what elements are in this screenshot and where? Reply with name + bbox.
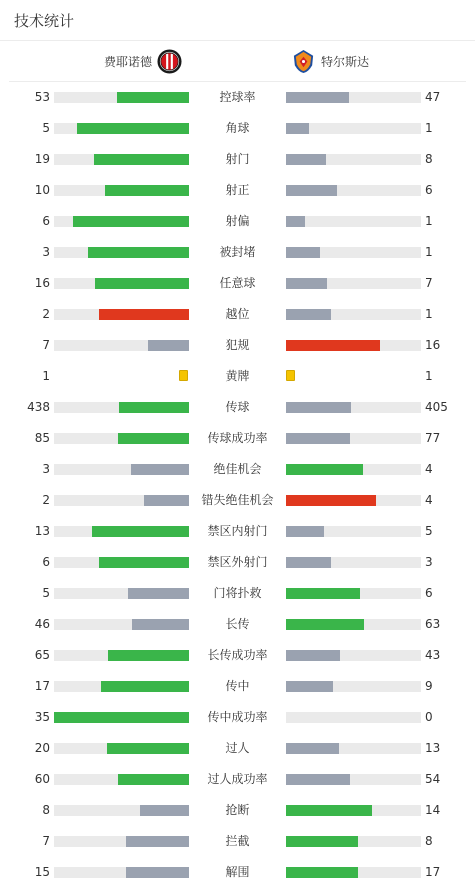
away-stat-bar-fill — [286, 495, 376, 506]
away-stat-bar — [286, 247, 421, 258]
away-stat-bar-fill — [286, 123, 309, 134]
home-stat-bar-fill — [95, 278, 189, 289]
away-stat-bar-fill — [286, 185, 337, 196]
home-stat-value: 6 — [42, 555, 50, 569]
away-stat-bar — [286, 526, 421, 537]
stat-label: 传中成功率 — [207, 710, 268, 724]
away-stat-value: 1 — [425, 121, 433, 135]
away-stat-bar — [286, 464, 421, 475]
away-stat-bar — [286, 123, 421, 134]
section-header — [0, 0, 475, 41]
stat-label: 被封堵 — [219, 245, 256, 259]
away-stat-bar-fill — [286, 681, 333, 692]
home-stat-bar-fill — [148, 340, 189, 351]
away-stat-bar — [286, 743, 421, 754]
away-stat-bar — [286, 588, 421, 599]
home-stat-value: 46 — [34, 617, 50, 631]
home-stat-bar — [54, 774, 189, 785]
stat-row — [0, 702, 475, 733]
away-stat-value: 4 — [425, 462, 433, 476]
stat-row — [0, 609, 475, 640]
home-stat-bar — [54, 433, 189, 444]
away-stat-bar — [286, 836, 421, 847]
away-stat-bar-fill — [286, 402, 351, 413]
away-stat-value: 47 — [425, 90, 441, 104]
stat-label: 禁区外射门 — [207, 555, 268, 569]
away-stat-bar — [286, 340, 421, 351]
home-stat-value: 85 — [34, 431, 50, 445]
stat-label: 抢断 — [225, 803, 250, 817]
stat-label: 控球率 — [219, 90, 256, 104]
away-stat-value: 16 — [425, 338, 441, 352]
away-stat-value: 14 — [425, 803, 441, 817]
away-stat-bar — [286, 433, 421, 444]
home-stat-bar — [54, 340, 189, 351]
away-stat-bar-fill — [286, 340, 380, 351]
home-stat-bar — [54, 836, 189, 847]
away-stat-bar — [286, 774, 421, 785]
home-team[interactable] — [104, 49, 182, 74]
home-stat-bar — [54, 526, 189, 537]
away-stat-value: 5 — [425, 524, 433, 538]
away-stat-bar — [286, 278, 421, 289]
stat-row — [0, 144, 475, 175]
away-stat-bar — [286, 681, 421, 692]
away-stat-value: 17 — [425, 865, 441, 879]
teams-header — [9, 41, 466, 82]
home-stat-bar — [54, 495, 189, 506]
stat-label: 射正 — [225, 183, 250, 197]
home-stat-bar — [54, 216, 189, 227]
home-stat-bar-fill — [99, 557, 189, 568]
yellow-card-icon — [179, 370, 188, 381]
home-stat-value: 5 — [42, 121, 50, 135]
away-stat-value: 405 — [425, 400, 448, 414]
stat-row — [0, 299, 475, 330]
home-stat-bar-fill — [99, 309, 189, 320]
home-stat-bar — [54, 247, 189, 258]
stat-label: 绝佳机会 — [213, 462, 262, 476]
stat-label: 越位 — [225, 307, 250, 321]
away-stat-value: 13 — [425, 741, 441, 755]
away-stat-bar — [286, 557, 421, 568]
stat-row — [0, 547, 475, 578]
stat-label: 传球 — [225, 400, 250, 414]
stat-label: 门将扑救 — [213, 586, 262, 600]
stat-label: 射门 — [225, 152, 250, 166]
home-stat-bar-fill — [101, 681, 189, 692]
stat-row — [0, 237, 475, 268]
home-stat-bar-fill — [107, 743, 189, 754]
home-stat-value: 15 — [34, 865, 50, 879]
away-stat-bar-fill — [286, 619, 364, 630]
home-stat-value: 3 — [42, 245, 50, 259]
away-stat-value: 1 — [425, 369, 433, 383]
stat-row — [0, 206, 475, 237]
away-stat-bar-fill — [286, 216, 305, 227]
home-stat-bar — [54, 464, 189, 475]
home-stat-bar — [54, 743, 189, 754]
home-stat-value: 65 — [34, 648, 50, 662]
away-stat-bar — [286, 712, 421, 723]
away-stat-bar-fill — [286, 278, 327, 289]
home-stat-value: 13 — [34, 524, 50, 538]
home-stat-bar — [54, 588, 189, 599]
stat-row — [0, 640, 475, 671]
away-stat-value: 1 — [425, 307, 433, 321]
stat-label: 长传成功率 — [207, 648, 268, 662]
away-stat-bar — [286, 154, 421, 165]
home-stat-bar-fill — [126, 867, 189, 878]
away-stat-bar-fill — [286, 805, 372, 816]
home-stat-bar — [54, 712, 189, 723]
home-stat-value: 16 — [34, 276, 50, 290]
home-stat-bar-fill — [105, 185, 189, 196]
stat-row — [0, 671, 475, 702]
home-stat-bar-fill — [117, 92, 189, 103]
home-stat-bar-fill — [140, 805, 189, 816]
stat-row — [0, 764, 475, 795]
home-stat-bar-fill — [126, 836, 189, 847]
away-team[interactable] — [291, 49, 369, 74]
stat-label: 传中 — [225, 679, 250, 693]
stat-row — [0, 485, 475, 516]
stat-row — [0, 454, 475, 485]
home-stat-bar-fill — [118, 433, 189, 444]
away-stat-bar — [286, 619, 421, 630]
away-stat-bar-fill — [286, 867, 358, 878]
away-stat-value: 1 — [425, 214, 433, 228]
stat-row — [0, 826, 475, 857]
away-stat-bar-fill — [286, 836, 358, 847]
stat-label: 解围 — [225, 865, 250, 879]
away-stat-value: 0 — [425, 710, 433, 724]
stat-row — [0, 857, 475, 888]
home-stat-value: 60 — [34, 772, 50, 786]
away-stat-value: 8 — [425, 834, 433, 848]
stat-row — [0, 578, 475, 609]
away-stat-bar-fill — [286, 650, 340, 661]
stat-row — [0, 795, 475, 826]
feyenoord-logo-icon — [157, 49, 182, 74]
stat-label: 角球 — [225, 121, 250, 135]
home-stat-bar — [54, 154, 189, 165]
home-stat-value: 1 — [42, 369, 50, 383]
stat-row — [0, 361, 475, 392]
away-stat-value: 6 — [425, 183, 433, 197]
home-stat-value: 5 — [42, 586, 50, 600]
home-stat-bar-fill — [119, 402, 189, 413]
away-stat-value: 3 — [425, 555, 433, 569]
home-stat-bar-fill — [73, 216, 189, 227]
home-stat-bar-fill — [92, 526, 189, 537]
home-team-name: 费耶诺德 — [103, 55, 152, 69]
away-team-name: 特尔斯达 — [321, 55, 370, 69]
home-stat-value: 10 — [34, 183, 50, 197]
home-stat-bar-fill — [144, 495, 189, 506]
away-stat-bar-fill — [286, 557, 331, 568]
away-stat-bar — [286, 309, 421, 320]
home-stat-bar — [54, 123, 189, 134]
stat-row — [0, 392, 475, 423]
away-stat-value: 1 — [425, 245, 433, 259]
section-title: 技术统计 — [14, 11, 75, 30]
home-stat-value: 7 — [42, 338, 50, 352]
away-stat-value: 4 — [425, 493, 433, 507]
home-stat-value: 17 — [34, 679, 50, 693]
stat-label: 拦截 — [225, 834, 250, 848]
home-stat-bar — [54, 185, 189, 196]
stat-label: 禁区内射门 — [207, 524, 268, 538]
away-stat-value: 77 — [425, 431, 441, 445]
away-stat-bar-fill — [286, 309, 331, 320]
away-stat-value: 7 — [425, 276, 433, 290]
away-stat-value: 8 — [425, 152, 433, 166]
away-stat-value: 54 — [425, 772, 441, 786]
home-stat-value: 35 — [34, 710, 50, 724]
home-stat-bar — [54, 309, 189, 320]
away-stat-bar-fill — [286, 92, 349, 103]
away-stat-bar — [286, 216, 421, 227]
away-stat-bar-fill — [286, 526, 324, 537]
stat-row — [0, 268, 475, 299]
away-stat-bar-fill — [286, 247, 320, 258]
home-stat-bar — [54, 402, 189, 413]
home-stat-value: 6 — [42, 214, 50, 228]
home-stat-value: 2 — [42, 493, 50, 507]
stat-label: 犯规 — [225, 338, 250, 352]
away-stat-bar — [286, 495, 421, 506]
away-stat-bar — [286, 805, 421, 816]
home-stat-bar-fill — [132, 619, 189, 630]
home-stat-value: 53 — [34, 90, 50, 104]
home-stat-value: 2 — [42, 307, 50, 321]
home-stat-bar-fill — [88, 247, 189, 258]
home-stat-bar-fill — [108, 650, 189, 661]
away-stat-bar-fill — [286, 588, 360, 599]
stat-row — [0, 175, 475, 206]
away-stat-bar — [286, 402, 421, 413]
home-stat-bar — [54, 650, 189, 661]
stat-label: 黄牌 — [225, 369, 250, 383]
stat-label: 长传 — [225, 617, 250, 631]
home-stat-bar — [54, 619, 189, 630]
telstar-logo-icon — [291, 49, 316, 74]
home-stat-value: 19 — [34, 152, 50, 166]
home-stat-bar — [54, 805, 189, 816]
away-stat-value: 6 — [425, 586, 433, 600]
home-stat-bar-fill — [131, 464, 189, 475]
away-stat-bar — [286, 185, 421, 196]
home-stat-value: 20 — [34, 741, 50, 755]
stat-label: 传球成功率 — [207, 431, 268, 445]
stat-row — [0, 516, 475, 547]
home-stat-value: 8 — [42, 803, 50, 817]
home-stat-bar — [54, 557, 189, 568]
home-stat-value: 438 — [27, 400, 50, 414]
away-stat-value: 63 — [425, 617, 441, 631]
away-stat-value: 43 — [425, 648, 441, 662]
away-stat-value: 9 — [425, 679, 433, 693]
home-stat-value: 3 — [42, 462, 50, 476]
home-stat-bar-fill — [128, 588, 189, 599]
yellow-card-icon — [286, 370, 295, 381]
stat-label: 过人成功率 — [207, 772, 268, 786]
stat-label: 射偏 — [225, 214, 250, 228]
away-stat-bar — [286, 867, 421, 878]
home-stat-bar-fill — [118, 774, 189, 785]
away-stat-bar — [286, 92, 421, 103]
home-stat-bar — [54, 278, 189, 289]
home-stat-bar — [54, 681, 189, 692]
stat-row — [0, 733, 475, 764]
away-stat-bar — [286, 650, 421, 661]
away-stat-bar-fill — [286, 433, 350, 444]
away-stat-bar-fill — [286, 743, 339, 754]
home-stat-value: 7 — [42, 834, 50, 848]
stat-row — [0, 423, 475, 454]
stat-label: 过人 — [225, 741, 250, 755]
home-stat-bar — [54, 867, 189, 878]
home-stat-bar-fill — [54, 712, 189, 723]
home-stat-bar-fill — [77, 123, 189, 134]
away-stat-bar-fill — [286, 464, 363, 475]
stat-row — [0, 82, 475, 113]
stats-list — [0, 82, 475, 888]
away-stat-bar-fill — [286, 154, 326, 165]
home-stat-bar-fill — [94, 154, 189, 165]
home-stat-bar — [54, 92, 189, 103]
stat-row — [0, 330, 475, 361]
stat-label: 任意球 — [219, 276, 256, 290]
stat-row — [0, 113, 475, 144]
away-stat-bar-fill — [286, 774, 350, 785]
stat-label: 错失绝佳机会 — [201, 493, 274, 507]
